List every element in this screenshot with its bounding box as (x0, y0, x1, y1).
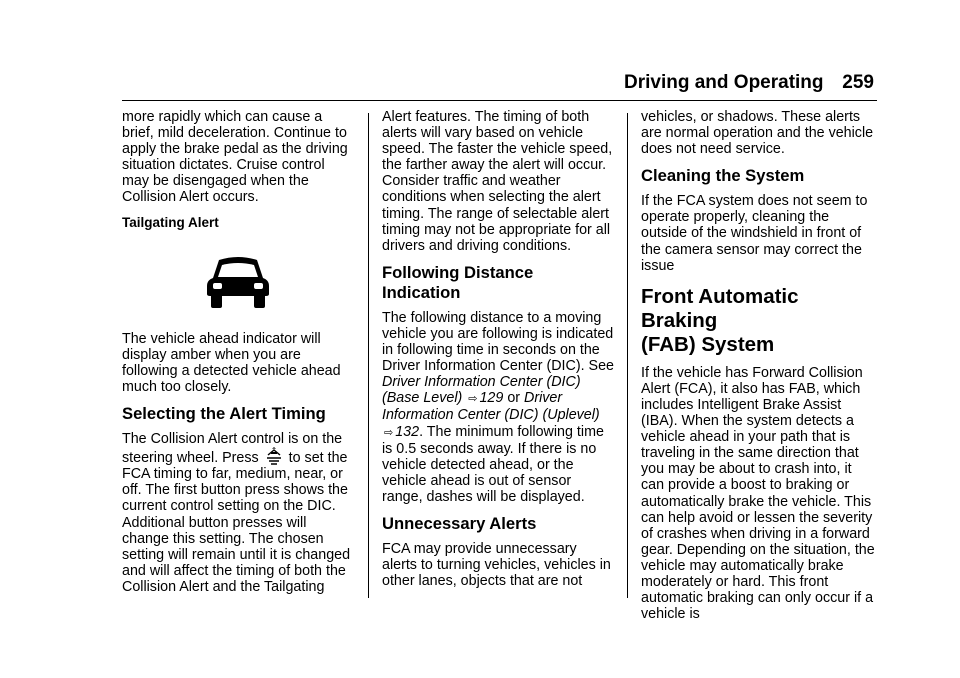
cross-reference-link[interactable]: Driver Information Center (DIC) (Uplevel) (382, 390, 600, 424)
text-run: The Collision Alert control is on the steering wheel. Press (122, 431, 343, 467)
page-header (612, 70, 876, 98)
text-run: to set the FCA timing to far, medium, near, or off. The first button press shows the current control setting on the DIC. Additional button presses will change this setting. The chosen setting will remain until it is changed and will affect the timing of both the Collision Alert and the Tailgating (122, 450, 351, 595)
section-title: Driving and Operating (624, 72, 824, 93)
tailgating-alert-label: Tailgating Alert (122, 214, 219, 230)
page-number: 259 (842, 72, 874, 93)
heading-line: Front Automatic Braking (641, 284, 799, 332)
column-divider (627, 113, 628, 598)
heading-following-distance: Following Distance Indication (382, 262, 534, 302)
collision-alert-button-icon (265, 447, 283, 465)
text-run: . The minimum following time is 0.5 seconds away. If there is no vehicle detected ahead, or the vehicle ahead is out of sensor range, dashes will be displayed. (382, 423, 604, 505)
column-divider (368, 113, 369, 598)
heading-fab-system (641, 285, 877, 357)
header-rule (122, 100, 877, 101)
icon-caption: The vehicle ahead indicator will display amber when you are following a detected vehicle ahead much too closely. (122, 330, 341, 395)
paragraph (122, 431, 354, 595)
reference-page[interactable]: 129 (479, 390, 504, 407)
paragraph: If the vehicle has Forward Collision Alert (FCA), it also has FAB, which includes Intelligent Brake Assist (IBA). When the system detects a vehicle ahead in your path that is traveling in the same direction that you may be about to crash into, it can provide a boost to braking or automatically brake the vehicle. This can help avoid or lessen the severity of crashes when driving in a forward gear. Depending on the situation, the vehicle may automatically brake moderately or hard. This front automatic braking can only occur if a vehicle is (641, 364, 875, 623)
reference-page[interactable]: 132 (395, 423, 420, 440)
heading-line: (FAB) System (641, 332, 775, 356)
column-3 (641, 109, 877, 631)
paragraph (382, 310, 614, 505)
column-1 (122, 109, 354, 604)
heading-cleaning-system: Cleaning the System (641, 166, 805, 186)
vehicle-ahead-icon (207, 256, 269, 308)
reference-arrow-icon: ⇨ (384, 426, 394, 439)
heading-selecting-alert-timing: Selecting the Alert Timing (122, 404, 326, 424)
paragraph: more rapidly which can cause a brief, mild deceleration. Continue to apply the brake pedal as the driving situation dictates. Cruise control may be disengaged when the Collision Alert occurs. (122, 109, 348, 206)
heading-unnecessary-alerts: Unnecessary Alerts (382, 513, 537, 533)
paragraph: Alert features. The timing of both alerts will vary based on vehicle speed. The faster the vehicle speed, the farther away the alert will occur. Consider traffic and weather conditions when selecting the alert timing. The range of selectable alert timing may not be appropriate for all drivers and driving conditions. (382, 109, 613, 254)
paragraph: If the FCA system does not seem to operate properly, cleaning the outside of the windshield in front of the camera sensor may correct the issue (641, 193, 868, 274)
text-run: or (507, 390, 521, 407)
paragraph: FCA may provide unnecessary alerts to turning vehicles, vehicles in other lanes, objects that are not (382, 540, 611, 590)
column-2 (382, 109, 614, 598)
icon-figure (122, 231, 354, 331)
reference-arrow-icon: ⇨ (468, 393, 478, 406)
paragraph: vehicles, or shadows. These alerts are normal operation and the vehicle does not need service. (641, 109, 874, 158)
cross-reference-link[interactable]: Driver Information Center (DIC) (Base Level) (382, 374, 581, 407)
text-run: The following distance to a moving vehicle you are following is indicated in following time in seconds on the Driver Information Center (DIC). See (382, 309, 614, 375)
